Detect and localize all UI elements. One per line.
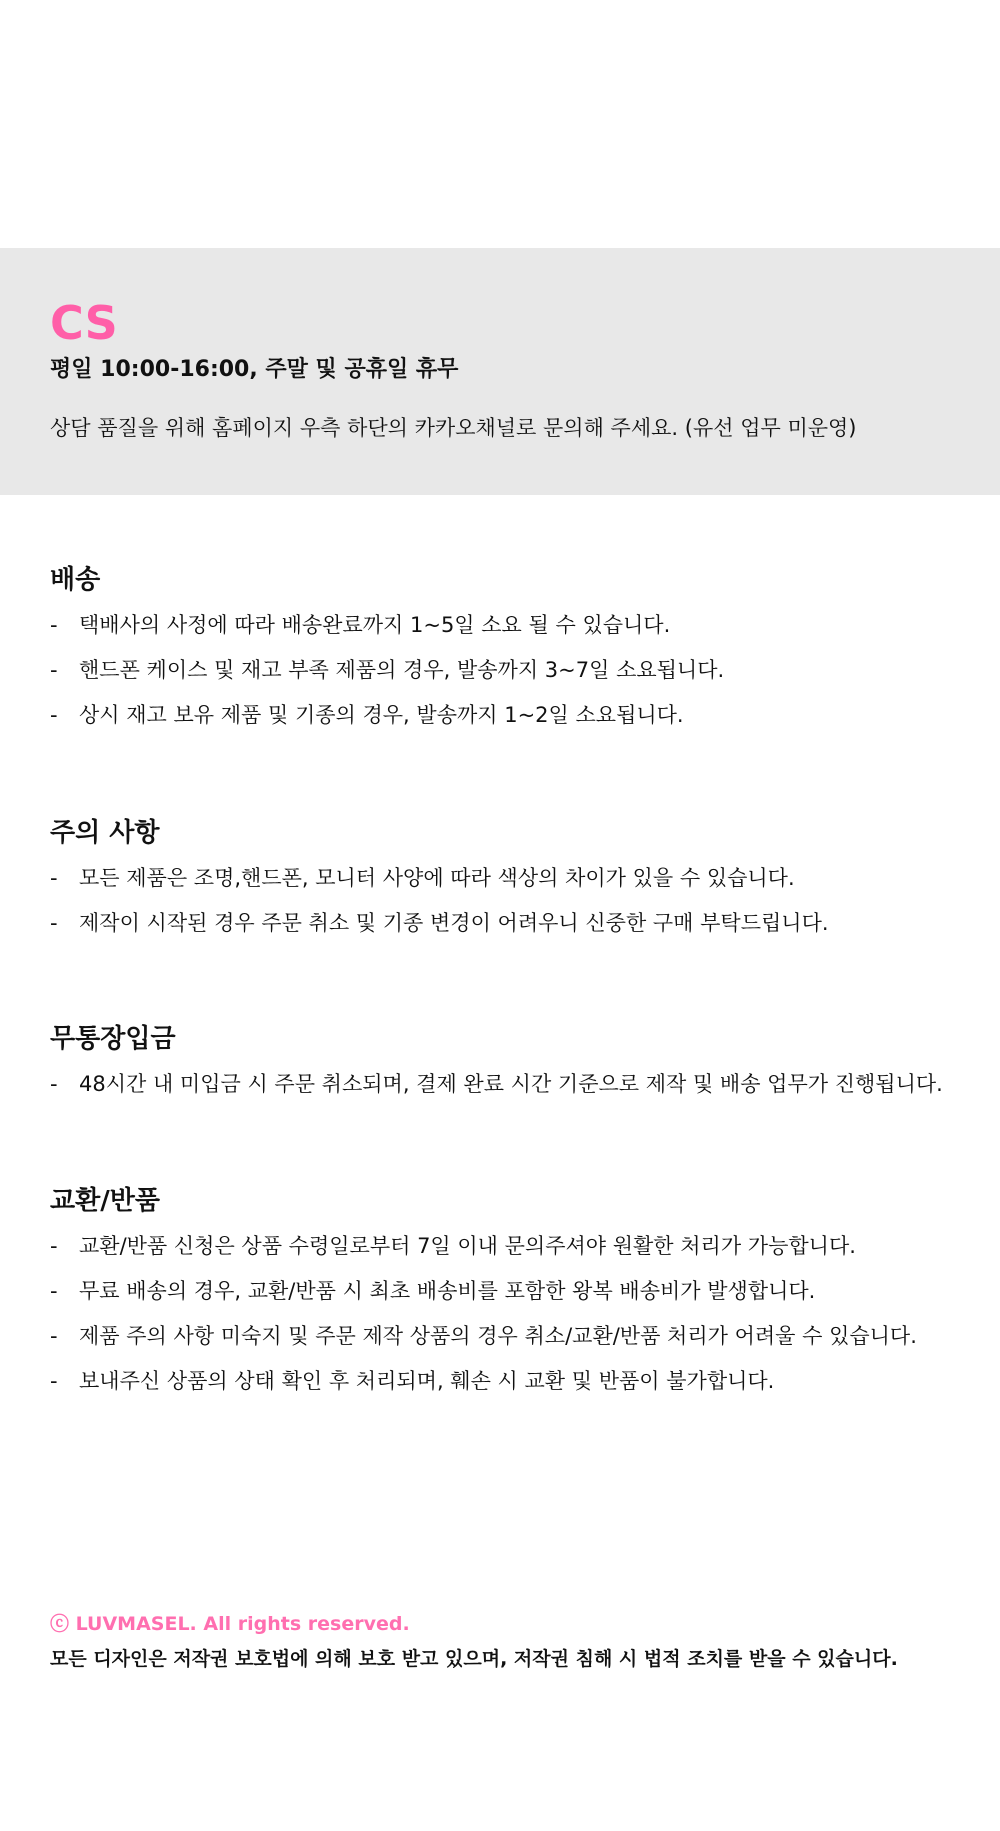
cs-info-box [0, 248, 1000, 495]
list-item-text: 제작이 시작된 경우 주문 취소 및 기종 변경이 어려우니 신중한 구매 부탁드립니다. [79, 911, 829, 935]
list-item-text: 보내주신 상품의 상태 확인 후 처리되며, 훼손 시 교환 및 반품이 불가합니다. [79, 1369, 775, 1393]
exchange-return-list [50, 1229, 970, 1409]
section-title: 배송 [50, 565, 101, 595]
list-item-text: 핸드폰 케이스 및 재고 부족 제품의 경우, 발송까지 3~7일 소요됩니다. [79, 658, 725, 682]
list-dash: - [50, 911, 58, 935]
list-item-text: 무료 배송의 경우, 교환/반품 시 최초 배송비를 포함한 왕복 배송비가 발생합니다. [79, 1279, 816, 1303]
list-item [50, 1364, 970, 1409]
list-item-text: 교환/반품 신청은 상품 수령일로부터 7일 이내 문의주셔야 원활한 처리가 가능합니다. [79, 1234, 856, 1258]
list-dash: - [50, 1369, 58, 1393]
list-dash: - [50, 1324, 58, 1348]
list-item-text: 모든 제품은 조명,핸드폰, 모니터 사양에 따라 색상의 차이가 있을 수 있습니다. [79, 866, 795, 890]
section-title: 주의 사항 [50, 818, 160, 848]
list-dash: - [50, 703, 58, 727]
section-title: 무통장입금 [50, 1024, 176, 1054]
list-item [50, 698, 970, 743]
bank-transfer-list [50, 1067, 970, 1112]
list-dash: - [50, 1279, 58, 1303]
cs-title: CS [50, 296, 118, 350]
list-dash: - [50, 658, 58, 682]
list-dash: - [50, 613, 58, 637]
section-shipping [50, 562, 970, 743]
list-dash: - [50, 1072, 58, 1096]
cs-hours: 평일 10:00-16:00, 주말 및 공휴일 휴무 [50, 357, 459, 382]
list-item [50, 1229, 970, 1274]
list-dash: - [50, 866, 58, 890]
cs-note: 상담 품질을 위해 홈페이지 우측 하단의 카카오채널로 문의해 주세요. (유선 업무 미운영) [50, 416, 857, 440]
section-exchange-return [50, 1183, 970, 1409]
footer-copyright: ⓒ LUVMASEL. All rights reserved. [50, 1613, 410, 1635]
section-cautions [50, 815, 970, 951]
list-item [50, 906, 970, 951]
cautions-list [50, 861, 970, 951]
section-title: 교환/반품 [50, 1186, 160, 1216]
shipping-list [50, 608, 970, 743]
list-item [50, 1319, 970, 1364]
list-item [50, 653, 970, 698]
section-bank-transfer [50, 1021, 970, 1112]
list-item-text: 제품 주의 사항 미숙지 및 주문 제작 상품의 경우 취소/교환/반품 처리가 어려울 수 있습니다. [79, 1324, 917, 1348]
list-item [50, 1274, 970, 1319]
footer-legal-notice: 모든 디자인은 저작권 보호법에 의해 보호 받고 있으며, 저작권 침해 시 법적 조치를 받을 수 있습니다. [50, 1648, 898, 1670]
list-item [50, 608, 970, 653]
list-item [50, 861, 970, 906]
list-item-text: 상시 재고 보유 제품 및 기종의 경우, 발송까지 1~2일 소요됩니다. [79, 703, 684, 727]
list-dash: - [50, 1234, 58, 1258]
list-item [50, 1067, 970, 1112]
list-item-text: 택배사의 사정에 따라 배송완료까지 1~5일 소요 될 수 있습니다. [79, 613, 671, 637]
list-item-text: 48시간 내 미입금 시 주문 취소되며, 결제 완료 시간 기준으로 제작 및 배송 업무가 진행됩니다. [79, 1072, 943, 1096]
